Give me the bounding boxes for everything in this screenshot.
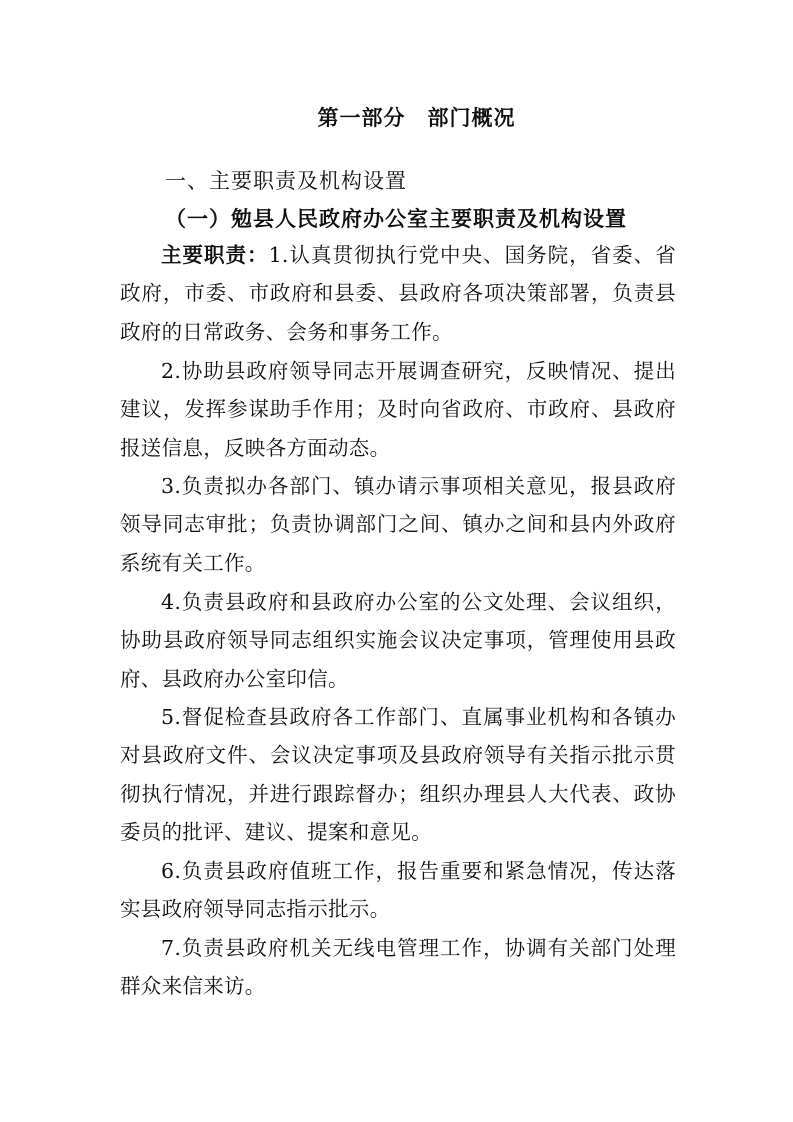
duty-paragraph-5 xyxy=(120,698,676,852)
duty-text-6: 6.负责县政府值班工作，报告重要和紧急情况，传达落实县政府领导同志指示批示。 xyxy=(120,859,676,922)
sub-heading: （一）勉县人民政府办公室主要职责及机构设置 xyxy=(165,206,627,231)
duty-paragraph-6 xyxy=(120,852,676,929)
duties-label: 主要职责： xyxy=(161,243,269,267)
duty-paragraph-4 xyxy=(120,583,676,698)
duty-paragraph-1 xyxy=(120,236,676,351)
duty-paragraph-3 xyxy=(120,467,676,582)
duty-text-5: 5.督促检查县政府各工作部门、直属事业机构和各镇办对县政府文件、会议决定事项及县政府领导有关指示批示贯彻执行情况，并进行跟踪督办；组织办理县人大代表、政协委员的批评、建议、提案和意见。 xyxy=(120,705,676,845)
duty-paragraph-2 xyxy=(120,352,676,467)
part-title: 第一部分 部门概况 xyxy=(317,106,516,130)
duty-paragraph-7 xyxy=(120,929,676,1006)
duty-text-1: 1.认真贯彻执行党中央、国务院，省委、省政府，市委、市政府和县委、县政府各项决策部署，负责县政府的日常政务、会务和事务工作。 xyxy=(120,243,677,344)
duty-text-3: 3.负责拟办各部门、镇办请示事项相关意见，报县政府领导同志审批；负责协调部门之间、镇办之间和县内外政府系统有关工作。 xyxy=(120,474,676,575)
section-heading: 一、主要职责及机构设置 xyxy=(165,169,407,193)
duty-text-7: 7.负责县政府机关无线电管理工作，协调有关部门处理群众来信来访。 xyxy=(120,936,676,999)
duty-text-2: 2.协助县政府领导同志开展调查研究，反映情况、提出建议，发挥参谋助手作用；及时向省政府、市政府、县政府报送信息，反映各方面动态。 xyxy=(120,359,676,460)
duty-text-4: 4.负责县政府和县政府办公室的公文处理、会议组织，协助县政府领导同志组织实施会议决定事项，管理使用县政府、县政府办公室印信。 xyxy=(120,590,676,691)
